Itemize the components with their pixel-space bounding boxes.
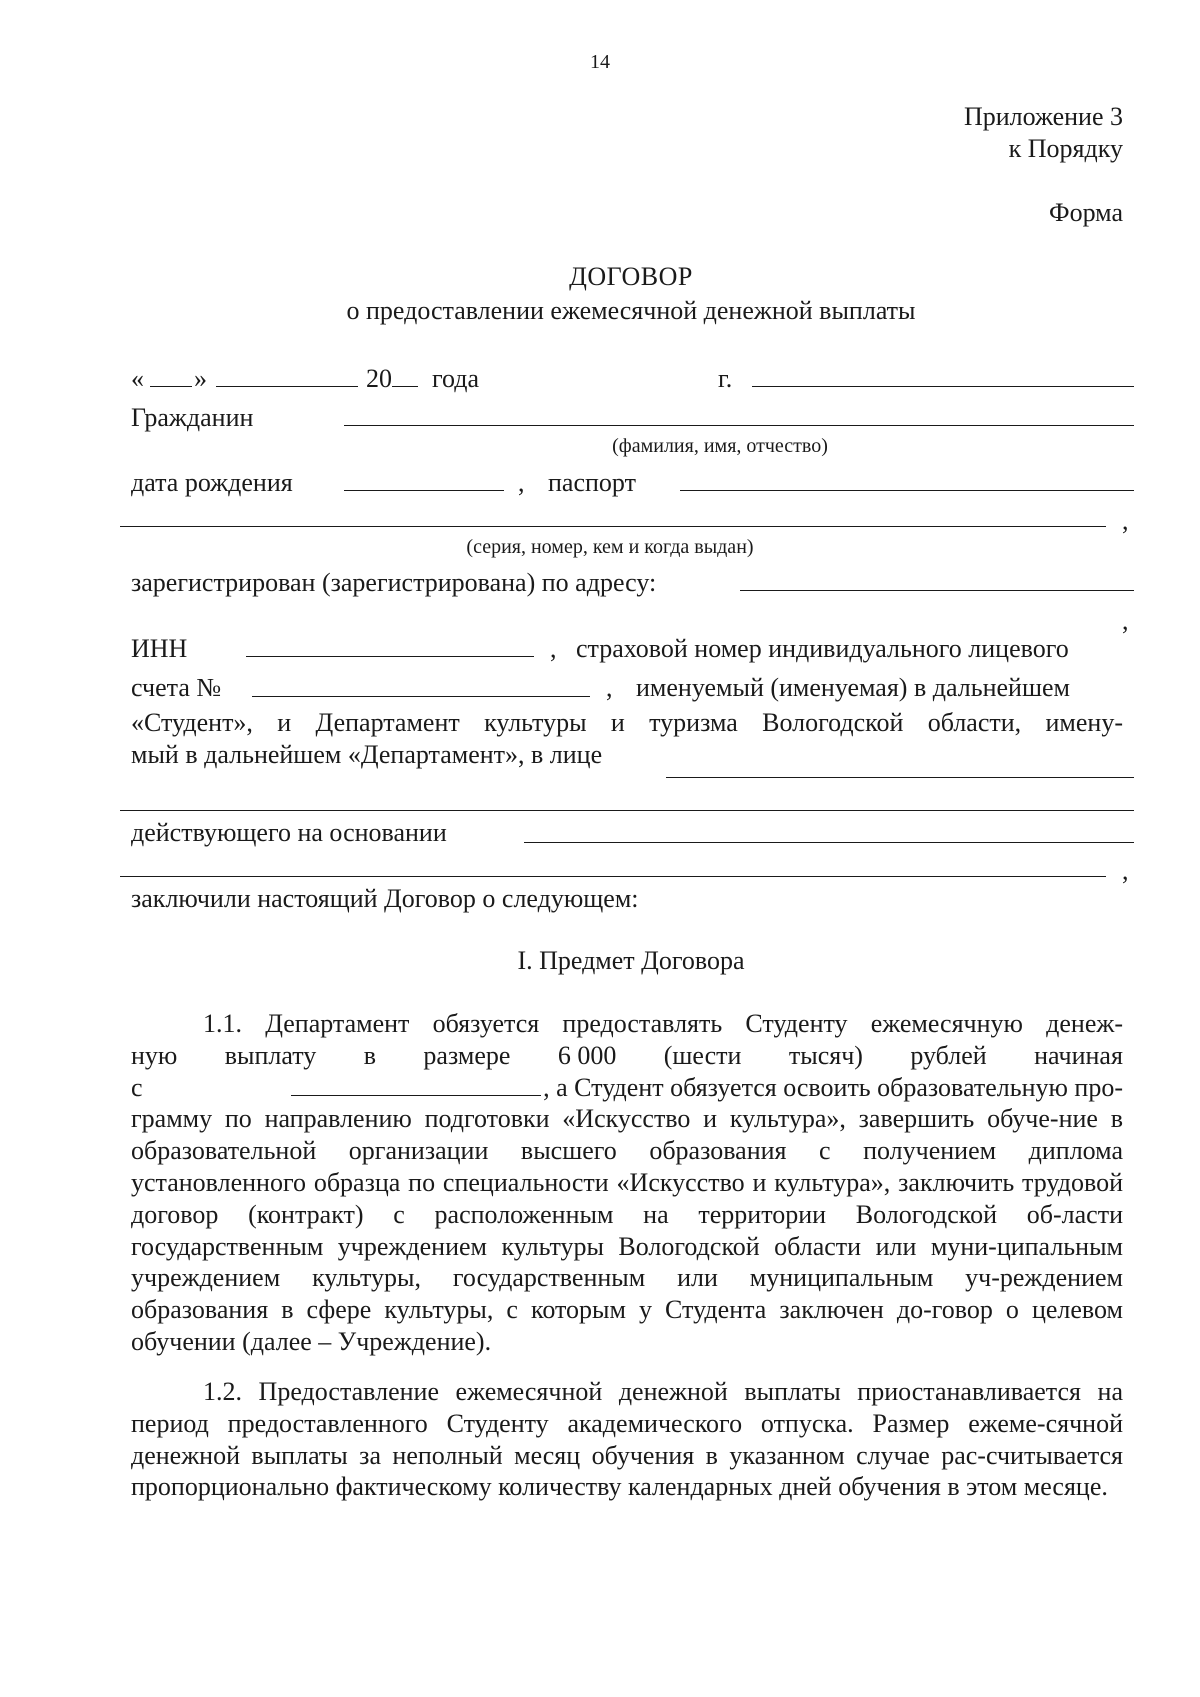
address-label: зарегистрирован (зарегистрирована) по адресу: [131,568,657,597]
page-number: 14 [590,51,610,73]
basis-blank-2[interactable] [120,876,1106,877]
paragraph-1-1-word: в [363,1040,376,1070]
appendix-line-1: Приложение 3 [963,102,1123,131]
passport-blank[interactable] [680,490,1134,491]
account-blank[interactable] [252,696,590,697]
birth-date-blank[interactable] [344,490,504,491]
paragraph-1-1-word: 6 000 [557,1040,617,1070]
parties-line: «Студент», и Департамент культуры и туризма Вологодской области, имену- [131,708,1123,737]
document-subtitle: о предоставлении ежемесячной денежной выплаты [346,296,916,325]
date-quote-close: » [194,364,207,393]
department-line: мый в дальнейшем «Департамент», в лице [131,740,603,769]
inn-label: ИНН [131,634,188,663]
basis-blank[interactable] [524,842,1134,843]
year-suffix: года [432,364,480,393]
passport-comma: , [1122,506,1129,535]
passport-blank-2[interactable] [120,526,1106,527]
appendix-line-2: к Порядку [1008,134,1123,163]
citizen-caption: (фамилия, имя, отчество) [612,435,828,457]
paragraph-1-1-word: (шести [663,1040,742,1070]
passport-label: паспорт [548,468,636,497]
concluded-text: заключили настоящий Договор о следующем: [131,884,639,913]
paragraph-1-2: 1.2. Предоставление ежемесячной денежной выплаты приостанавливается на период предоставленного Студенту академического отпуска. Размер ежеме-сячной денежной выплаты за неполный месяц обучения в указанном случае рас-считывается пропорционально фактическому количеству календарных дней обучения в этом месяце. [131,1377,1123,1502]
birth-date-label: дата рождения [131,468,293,497]
paragraph-1-1-word: ную [131,1040,178,1070]
paragraph-1-1-word: начиная [1034,1040,1123,1070]
paragraph-1-1-word: тысяч) [788,1040,863,1070]
account-label: счета № [131,673,222,702]
paragraph-1-1-word: рублей [910,1040,987,1070]
address-comma: , [1122,606,1129,635]
year-prefix: 20 [366,364,392,393]
basis-comma: , [1122,856,1129,885]
snils-label: страховой номер индивидуального лицевого [576,634,1069,663]
city-label: г. [718,364,733,393]
paragraph-1-1-text-rest: грамму по направлению подготовки «Искусство и культура», завершить обуче-ние в образовательной организации высшего образования с получением диплома установленного образца по специальности «Искусство и культура», заключить трудовой договор (контракт) с расположенным на территории Вологодской об-ласти государственным учреждением культуры Вологодской области или муни-ципальным учреждением культуры, государственным или муниципальным уч-реждением образования в сфере культуры, с которым у Студента заключен до-говор о целевом обучении (далее – Учреждение). [131,1104,1123,1356]
basis-label: действующего на основании [131,818,447,847]
section-1-title: I. Предмет Договора [517,946,745,975]
inn-comma: , [550,634,557,663]
address-blank[interactable] [740,590,1134,591]
paragraph-1-1-text-1: 1.1. Департамент обязуется предоставлять Студенту ежемесячную денеж- [203,1009,1123,1038]
inn-blank[interactable] [246,656,534,657]
year-blank[interactable] [392,386,418,387]
citizen-label: Гражданин [131,403,254,432]
passport-caption: (серия, номер, кем и когда выдан) [466,536,754,558]
city-blank[interactable] [752,386,1134,387]
citizen-name-blank[interactable] [344,425,1134,426]
paragraph-1-1-text-3a: с [131,1072,143,1102]
paragraph-1-1-line-1 [131,1008,1123,1040]
representative-blank[interactable] [666,777,1134,778]
document-title: ДОГОВОР [569,262,693,291]
representative-blank-2[interactable] [120,810,1134,811]
form-label: Форма [1049,198,1123,227]
day-blank[interactable] [150,386,192,387]
start-date-blank[interactable] [291,1073,541,1096]
paragraph-1-1-line-3 [131,1072,1123,1104]
paragraph-1-1-text-3b: , а Студент обязуется освоить образовательную про- [543,1072,1123,1102]
named-label: именуемый (именуемая) в дальнейшем [636,673,1070,702]
paragraph-1-1-line-2 [131,1040,1123,1072]
paragraph-1-1-word: выплату [224,1040,317,1070]
paragraph-1-1 [131,1008,1123,1358]
birth-comma: , [518,468,525,497]
month-blank[interactable] [216,386,358,387]
date-quote-open: « [131,364,144,393]
paragraph-1-1-word: размере [423,1040,511,1070]
account-comma: , [606,673,613,702]
